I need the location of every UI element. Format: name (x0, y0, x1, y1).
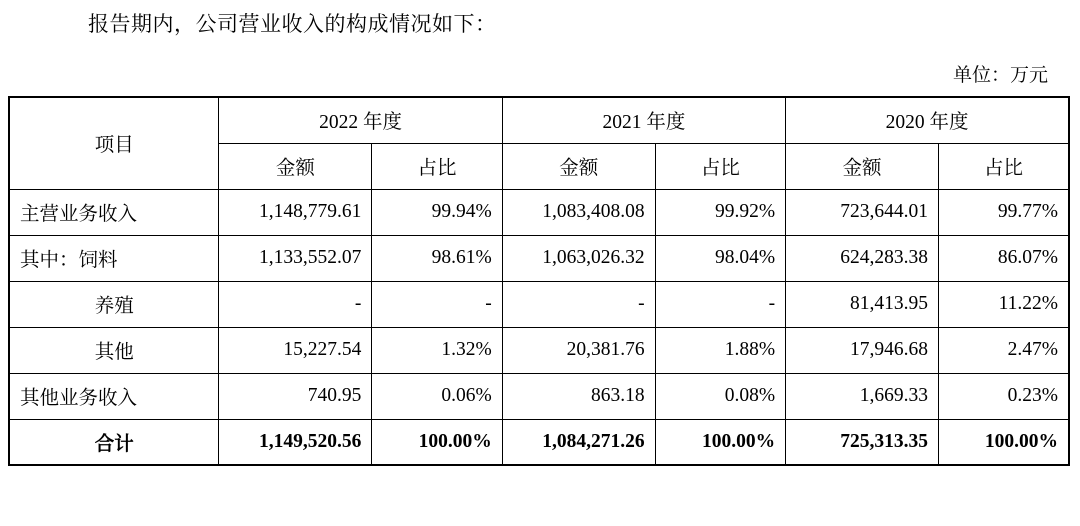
cell-percent: 86.07% (939, 235, 1070, 281)
cell-percent: 1.88% (655, 327, 785, 373)
cell-amount: 1,084,271.26 (502, 419, 655, 465)
header-percent-2021: 占比 (655, 143, 785, 189)
header-year-2022: 2022 年度 (219, 97, 502, 143)
table-row (9, 235, 1069, 281)
header-row-years (9, 97, 1069, 143)
row-label: 主营业务收入 (9, 189, 219, 235)
row-label: 合计 (9, 419, 219, 465)
header-year-2021: 2021 年度 (502, 97, 785, 143)
header-percent-2020: 占比 (939, 143, 1070, 189)
cell-percent: 100.00% (372, 419, 502, 465)
cell-percent: 1.32% (372, 327, 502, 373)
table-row-total (9, 419, 1069, 465)
header-amount-2020: 金额 (786, 143, 939, 189)
cell-amount: 1,083,408.08 (502, 189, 655, 235)
revenue-composition-table (8, 96, 1070, 466)
table-row (9, 327, 1069, 373)
cell-percent: 98.04% (655, 235, 785, 281)
cell-amount: 15,227.54 (219, 327, 372, 373)
row-label: 其他业务收入 (9, 373, 219, 419)
header-item-label: 项目 (9, 97, 219, 189)
cell-percent: 100.00% (939, 419, 1070, 465)
cell-amount: 17,946.68 (786, 327, 939, 373)
cell-amount: 723,644.01 (786, 189, 939, 235)
table-body (9, 189, 1069, 465)
table-row (9, 281, 1069, 327)
cell-amount: 1,149,520.56 (219, 419, 372, 465)
cell-percent: 11.22% (939, 281, 1070, 327)
header-amount-2022: 金额 (219, 143, 372, 189)
cell-amount: 740.95 (219, 373, 372, 419)
cell-percent: - (655, 281, 785, 327)
cell-percent: 2.47% (939, 327, 1070, 373)
table-row (9, 189, 1069, 235)
cell-amount: 863.18 (502, 373, 655, 419)
row-label: 养殖 (9, 281, 219, 327)
cell-percent: 99.77% (939, 189, 1070, 235)
cell-percent: 0.08% (655, 373, 785, 419)
table-row (9, 373, 1069, 419)
cell-amount: 624,283.38 (786, 235, 939, 281)
cell-amount: 1,669.33 (786, 373, 939, 419)
revenue-composition-table-wrap (8, 96, 1070, 466)
intro-paragraph: 报告期内，公司营业收入的构成情况如下： (88, 12, 497, 36)
header-percent-2022: 占比 (372, 143, 502, 189)
header-amount-2021: 金额 (502, 143, 655, 189)
row-label: 其他 (9, 327, 219, 373)
cell-amount: 1,148,779.61 (219, 189, 372, 235)
cell-percent: - (372, 281, 502, 327)
row-label: 其中：饲料 (9, 235, 219, 281)
cell-amount: 1,063,026.32 (502, 235, 655, 281)
table-head (9, 97, 1069, 189)
header-year-2020: 2020 年度 (786, 97, 1069, 143)
cell-amount: 1,133,552.07 (219, 235, 372, 281)
unit-note: 单位：万元 (952, 65, 1048, 86)
cell-amount: 81,413.95 (786, 281, 939, 327)
cell-percent: 99.92% (655, 189, 785, 235)
cell-percent: 100.00% (655, 419, 785, 465)
cell-percent: 0.06% (372, 373, 502, 419)
cell-amount: - (502, 281, 655, 327)
cell-percent: 0.23% (939, 373, 1070, 419)
cell-amount: 725,313.35 (786, 419, 939, 465)
cell-amount: - (219, 281, 372, 327)
cell-amount: 20,381.76 (502, 327, 655, 373)
cell-percent: 98.61% (372, 235, 502, 281)
cell-percent: 99.94% (372, 189, 502, 235)
